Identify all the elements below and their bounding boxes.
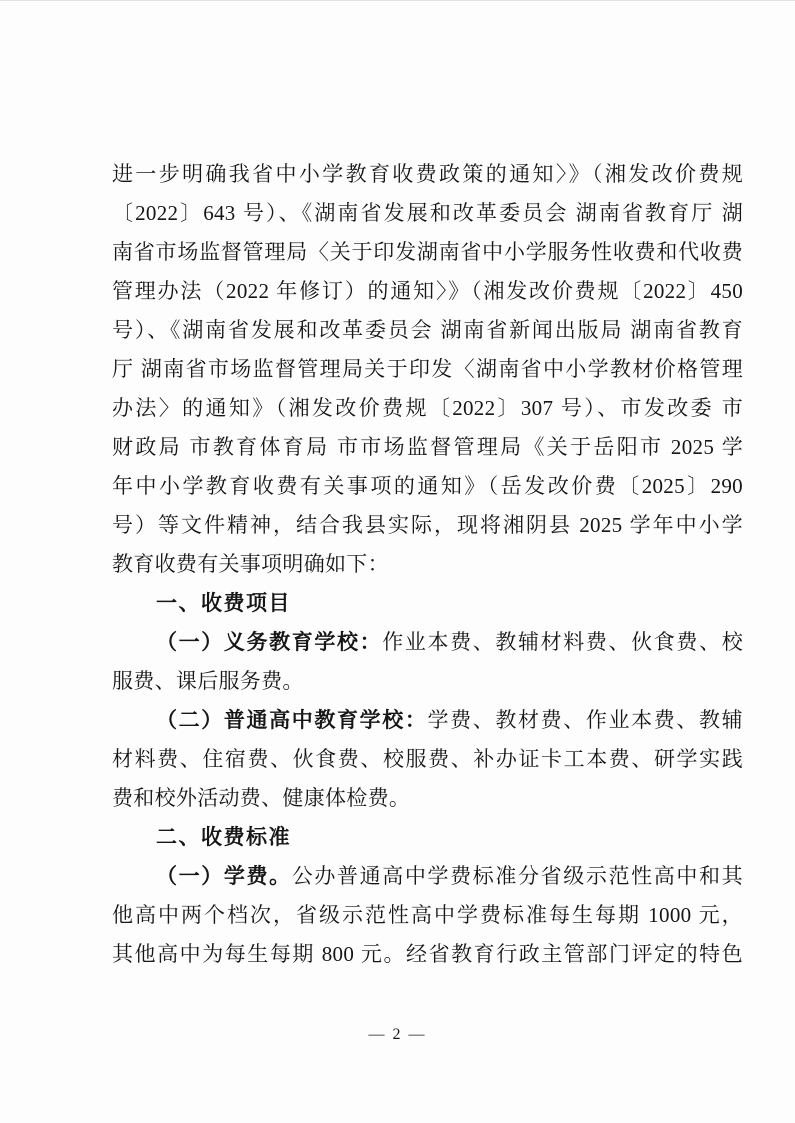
text-segment: （一）学费。: [156, 864, 292, 888]
text-segment: 二、收费标准: [156, 826, 291, 849]
section-heading: [112, 818, 743, 857]
document-line: [112, 233, 743, 272]
document-line: [112, 623, 743, 662]
text-segment: 管理办法（2022 年修订）的通知〉》（湘发改价费规〔2022〕450: [112, 279, 743, 303]
text-segment: 年中小学教育收费有关事项的通知》（岳发改价费〔2025〕290: [112, 474, 743, 498]
text-segment: （一）义务教育学校：: [156, 630, 383, 654]
text-segment: 进一步明确我省中小学教育收费政策的通知〉》（湘发改价费规: [112, 162, 743, 186]
document-text-block: [112, 155, 743, 974]
document-line: [112, 506, 743, 545]
document-line: [112, 389, 743, 428]
text-segment: 作业本费、教辅材料费、伙食费、校: [382, 630, 743, 654]
document-line: [112, 545, 743, 584]
section-heading: [112, 584, 743, 623]
text-segment: 服费、课后服务费。: [112, 669, 304, 693]
text-segment: 一、收费项目: [156, 592, 291, 615]
text-segment: 财政局 市教育体育局 市市场监督管理局《关于岳阳市 2025 学: [112, 435, 743, 459]
document-line: [112, 272, 743, 311]
text-segment: 教育收费有关事项明确如下：: [112, 552, 389, 576]
page-number: — 2 —: [368, 1026, 427, 1043]
document-line: [112, 155, 743, 194]
document-line: [112, 701, 743, 740]
text-segment: 学费、教材费、作业本费、教辅: [427, 708, 743, 732]
document-line: [112, 857, 743, 896]
document-line: [112, 935, 743, 974]
document-line: [112, 662, 743, 701]
text-segment: 办法〉的通知》（湘发改价费规〔2022〕307 号）、市发改委 市: [112, 396, 743, 420]
text-segment: 他高中两个档次，省级示范性高中学费标准每生每期 1000 元，: [112, 903, 743, 927]
text-segment: 〔2022〕643 号）、《湖南省发展和改革委员会 湖南省教育厅 湖: [112, 201, 743, 225]
text-segment: 材料费、住宿费、伙食费、校服费、补办证卡工本费、研学实践: [112, 747, 743, 771]
document-line: [112, 428, 743, 467]
document-line: [112, 350, 743, 389]
text-segment: 号）、《湖南省发展和改革委员会 湖南省新闻出版局 湖南省教育: [112, 318, 743, 342]
document-line: [112, 740, 743, 779]
text-segment: 公办普通高中学费标准分省级示范性高中和其: [291, 864, 743, 888]
text-segment: 号）等文件精神，结合我县实际，现将湘阴县 2025 学年中小学: [112, 513, 743, 537]
text-segment: 厅 湖南省市场监督管理局关于印发〈湖南省中小学教材价格管理: [112, 357, 743, 381]
document-line: [112, 194, 743, 233]
text-segment: 费和校外活动费、健康体检费。: [112, 786, 411, 810]
document-line: [112, 779, 743, 818]
text-segment: 其他高中为每生每期 800 元。经省教育行政主管部门评定的特色: [112, 942, 743, 966]
document-line: [112, 896, 743, 935]
text-segment: 南省市场监督管理局〈关于印发湖南省中小学服务性收费和代收费: [112, 240, 743, 264]
document-line: [112, 467, 743, 506]
document-line: [112, 311, 743, 350]
text-segment: （二）普通高中教育学校：: [156, 708, 428, 732]
